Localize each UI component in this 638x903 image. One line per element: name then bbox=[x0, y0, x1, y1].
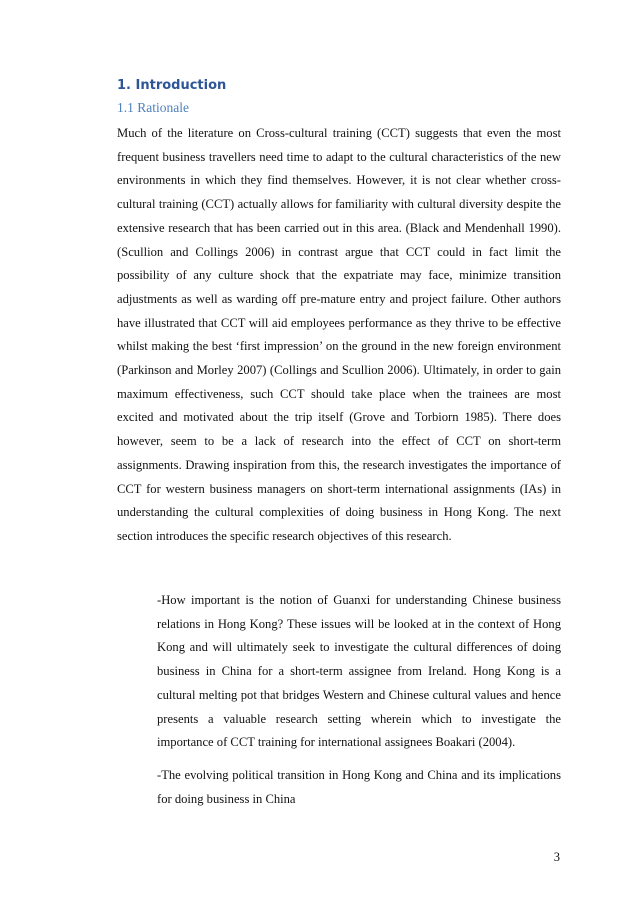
section-heading: 1. Introduction bbox=[117, 78, 227, 93]
page-number: 3 bbox=[553, 850, 560, 864]
objective-item: -The evolving political transition in Hong Kong and China and its implications for doing business in China bbox=[157, 768, 561, 806]
objective-item: -How important is the notion of Guanxi for understanding Chinese business relations in Hong Kong? These issues will be looked at in the context of Hong Kong and will ultimately seek to investigate the cultural differences of doing business in China for a short-term assignee from Ireland. Hong Kong is a cultural melting pot that bridges Western and Chinese cultural values and hence presents a valuable research setting wherein which to investigate the importance of CCT training for international assignees Boakari (2004). bbox=[157, 593, 561, 750]
subsection-heading: 1.1 Rationale bbox=[117, 100, 189, 115]
rationale-paragraph: Much of the literature on Cross-cultural training (CCT) suggests that even the most frequent business travellers need time to adapt to the cultural characteristics of the new environments in which they find themselves. However, it is not clear whether cross-cultural training (CCT) actually allows for familiarity with cultural diversity despite the extensive research that has been carried out in this area. (Black and Mendenhall 1990). (Scullion and Collings 2006) in contrast argue that CCT could in fact limit the possibility of any culture shock that the expatriate may face, minimize transition adjustments as well as warding off pre-mature entry and project failure. Other authors have illustrated that CCT will aid employees performance as they thrive to be effective whilst making the best ‘first impression’ on the ground in the new foreign environment (Parkinson and Morley 2007) (Collings and Scullion 2006). Ultimately, in order to gain maximum effectiveness, such CCT should take place when the trainees are most excited and motivated about the trip itself (Grove and Torbiorn 1985). There does however, seem to be a lack of research into the effect of CCT on short-term assignments. Drawing inspiration from this, the research investigates the importance of CCT for western business managers on short-term international assignments (IAs) in understanding the cultural complexities of doing business in Hong Kong. The next section introduces the specific research objectives of this research. bbox=[117, 126, 561, 543]
